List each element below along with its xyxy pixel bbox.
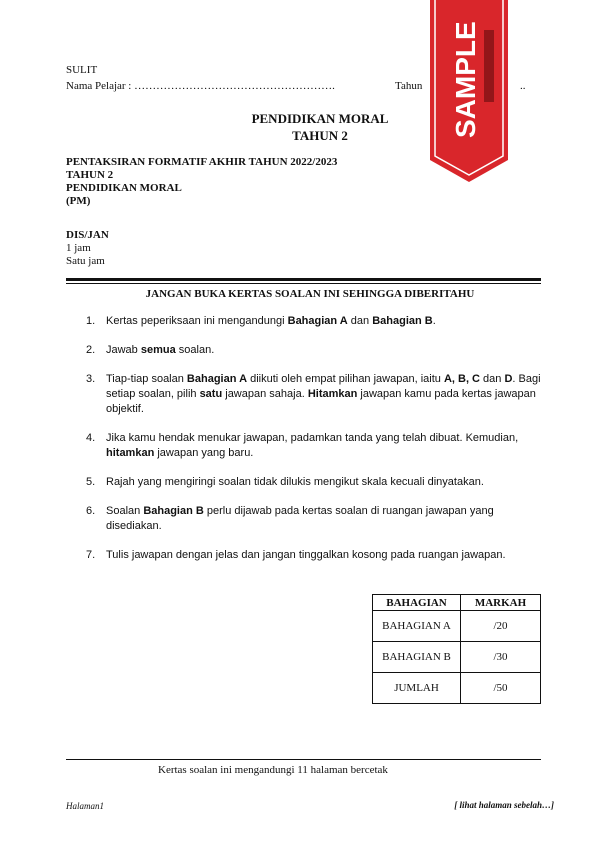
warning-text: JANGAN BUKA KERTAS SOALAN INI SEHINGGA DIBERITAHU <box>145 288 475 300</box>
continue-note: [ lihat halaman sebelah…] <box>454 800 554 810</box>
sample-ribbon-icon <box>426 0 512 184</box>
instruction-item <box>86 548 546 563</box>
instruction-emphasis: Bahagian B <box>372 315 433 327</box>
section-name: BAHAGIAN B <box>373 642 461 673</box>
section-marks: /20 <box>461 611 541 642</box>
instruction-emphasis: semua <box>140 344 176 356</box>
instruction-text: Tiap-tiap soalan <box>106 373 187 385</box>
assessment-info <box>66 156 337 208</box>
instruction-emphasis: hitamkan <box>106 447 155 459</box>
time-info <box>66 229 109 268</box>
instruction-text: soalan. <box>175 344 215 356</box>
student-name-line: Nama Pelajar : ………………………………………………. <box>66 80 335 92</box>
session-label: DIS/JAN <box>66 229 109 241</box>
ribbon-text: SAMPLE <box>450 21 481 138</box>
instruction-text: Tulis jawapan dengan jelas dan jangan tinggalkan kosong pada ruangan jawapan. <box>106 549 506 561</box>
divider-thin <box>66 283 541 284</box>
instruction-number: 6. <box>86 505 96 517</box>
instruction-emphasis: Bahagian A <box>186 373 248 385</box>
section-name: JUMLAH <box>373 673 461 704</box>
instruction-number: 2. <box>86 344 96 356</box>
instruction-emphasis: satu <box>199 388 223 400</box>
instruction-text: diikuti oleh empat pilihan jawapan, iaitu <box>247 373 444 385</box>
instruction-text: Jawab <box>106 344 141 356</box>
instruction-text: perlu dijawab pada kertas soalan di ruangan jawapan yang disediakan. <box>106 505 494 532</box>
section-marks: /30 <box>461 642 541 673</box>
instruction-text: . Bagi setiap soalan, pilih <box>106 373 541 400</box>
sulit-label: SULIT <box>66 64 98 76</box>
instruction-emphasis: Bahagian A <box>287 315 348 327</box>
instruction-text: Kertas peperiksaan ini mengandungi <box>106 315 288 327</box>
tahun-dots: .. <box>520 80 526 92</box>
assessment-name: PENTAKSIRAN FORMATIF AKHIR TAHUN 2022/2023 <box>66 156 338 168</box>
instruction-number: 3. <box>86 373 96 385</box>
instruction-item <box>86 372 546 417</box>
instruction-text: . <box>432 315 436 327</box>
title-subject: PENDIDIKAN MORAL <box>251 111 389 126</box>
header-markah: MARKAH <box>461 595 541 611</box>
title-year: TAHUN 2 <box>292 128 348 143</box>
instruction-text: dan <box>480 373 505 385</box>
instruction-emphasis: D <box>504 373 513 385</box>
instruction-emphasis: Bahagian B <box>143 505 204 517</box>
table-row <box>373 642 541 673</box>
instruction-text: jawapan yang baru. <box>154 447 254 459</box>
tahun-label: Tahun <box>395 80 423 92</box>
instruction-number: 7. <box>86 549 96 561</box>
footer-divider <box>66 759 541 760</box>
table-row <box>373 611 541 642</box>
instruction-text: Rajah yang mengiringi soalan tidak dilukis mengikut skala kecuali dinyatakan. <box>106 476 484 488</box>
instruction-item <box>86 314 546 329</box>
instructions-list <box>86 314 546 577</box>
duration-words: Satu jam <box>66 255 105 267</box>
section-marks: /50 <box>461 673 541 704</box>
duration: 1 jam <box>66 242 91 254</box>
instruction-number: 1. <box>86 315 96 327</box>
header-bahagian: BAHAGIAN <box>373 595 461 611</box>
instruction-item <box>86 343 546 358</box>
instruction-text: Soalan <box>106 505 144 517</box>
instruction-item <box>86 475 546 490</box>
page-number: Halaman1 <box>66 801 104 811</box>
assessment-subject: PENDIDIKAN MORAL <box>66 182 182 194</box>
assessment-year: TAHUN 2 <box>66 169 114 181</box>
page-count-note: Kertas soalan ini mengandungi 11 halaman bercetak <box>158 764 388 776</box>
instruction-text: Jika kamu hendak menukar jawapan, padamkan tanda yang telah dibuat. Kemudian, <box>106 432 519 444</box>
instruction-number: 5. <box>86 476 96 488</box>
instruction-text: jawapan sahaja. <box>222 388 308 400</box>
instruction-item <box>86 504 546 534</box>
divider-thick <box>66 278 541 281</box>
instruction-emphasis: A, B, C <box>443 373 480 385</box>
instruction-number: 4. <box>86 432 96 444</box>
instruction-text: dan <box>347 315 373 327</box>
instruction-text: jawapan kamu pada kertas jawapan objektif. <box>106 388 536 415</box>
instruction-item <box>86 431 546 461</box>
marks-header-row <box>373 595 541 611</box>
section-name: BAHAGIAN A <box>373 611 461 642</box>
assessment-code: (PM) <box>66 195 91 207</box>
marks-table <box>372 594 541 704</box>
table-row <box>373 673 541 704</box>
instruction-emphasis: Hitamkan <box>307 388 358 400</box>
